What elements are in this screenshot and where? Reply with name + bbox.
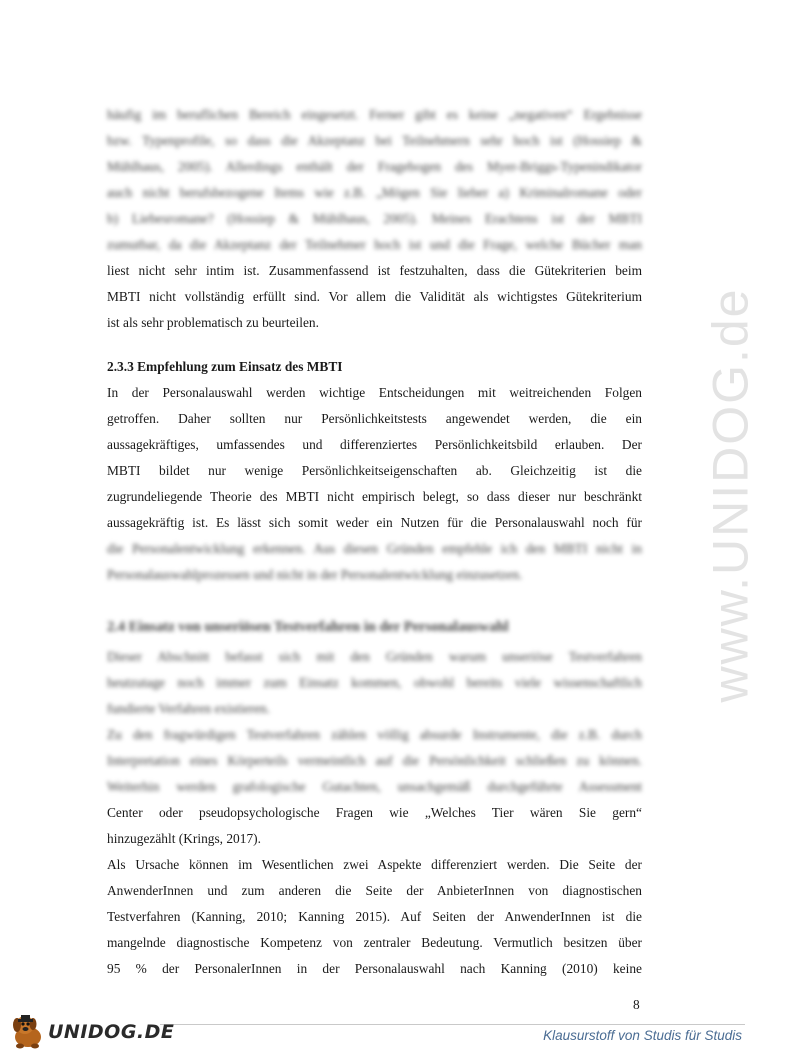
paragraph-questionable-tests bbox=[107, 722, 642, 852]
text-line: Dieser Abschnitt befasst sich mit den Gründen warum unseriöse Testverfahren bbox=[107, 649, 642, 664]
unidog-logo bbox=[6, 1010, 174, 1054]
paragraph-mbti-recommendation bbox=[107, 380, 642, 588]
watermark bbox=[655, 245, 805, 745]
text-line: bzw. Typenprofile, so dass die Akzeptanz bei Teilnehmern sehr hoch ist (Hossiep & bbox=[107, 133, 642, 148]
text-line: AnwenderInnen und zum anderen die Seite der AnbieterInnen von diagnostischen bbox=[107, 883, 642, 898]
text-line: ist als sehr problematisch zu beurteilen. bbox=[107, 315, 319, 330]
text-line: b) Liebesromane? (Hossiep & Mühlhaus, 2005). Meines Erachtens ist der MBTI bbox=[107, 211, 642, 226]
text-line: liest nicht sehr intim ist. Zusammenfassend ist festzuhalten, dass die Gütekriterien beim bbox=[107, 263, 642, 278]
text-line: aussagekräftiges, umfassendes und differenziertes Persönlichkeitsbild erlauben. Der bbox=[107, 437, 642, 452]
text-line: häufig im beruflichen Bereich eingesetzt. Ferner gibt es keine „negativen“ Ergebnisse bbox=[107, 107, 642, 122]
text-line: 95 % der PersonalerInnen in der Personalauswahl nach Kanning (2010) keine bbox=[107, 961, 642, 976]
watermark-text: www.UNIDOG.de bbox=[702, 287, 758, 703]
text-line: auch nicht berufsbezogene Items wie z.B. „Mögen Sie lieber a) Kriminalromane oder bbox=[107, 185, 642, 200]
text-line: Als Ursache können im Wesentlichen zwei Aspekte differenziert werden. Die Seite der bbox=[107, 857, 642, 872]
footer-slogan: Klausurstoff von Studis für Studis bbox=[543, 1028, 742, 1043]
logo-text: UNIDOG.DE bbox=[48, 1021, 175, 1043]
text-line: fundierte Verfahren existieren. bbox=[107, 701, 270, 716]
text-line: zugrundeliegende Theorie des MBTI nicht empirisch belegt, so dass dieser nur beschränkt bbox=[107, 489, 642, 504]
page-number: 8 bbox=[633, 997, 640, 1012]
text-line: Personalauswahlprozessen und nicht in der Personalentwicklung einzusetzen. bbox=[107, 567, 523, 582]
text-line: zumutbar, da die Akzeptanz der Teilnehmer hoch ist und die Frage, welche Bücher man bbox=[107, 237, 642, 252]
text-line: mangelnde diagnostische Kompetenz von zentraler Bedeutung. Vermutlich besitzen über bbox=[107, 935, 642, 950]
text-line: aussagekräftig ist. Es lässt sich somit weder ein Nutzen für die Personalauswahl noch für bbox=[107, 515, 642, 530]
text-line: Testverfahren (Kanning, 2010; Kanning 2015). Auf Seiten der AnwenderInnen ist die bbox=[107, 909, 642, 924]
text-line: MBTI nicht vollständig erfüllt sind. Vor allem die Validität als wichtigstes Gütekriterium bbox=[107, 289, 642, 304]
footer-divider bbox=[160, 1024, 745, 1025]
text-line: Mühlhaus, 2005). Allerdings enthält der Fragebogen des Myer-Briggs-Typenindikator bbox=[107, 159, 642, 174]
text-line: heutzutage noch immer zum Einsatz kommen, obwohl bereits viele wissenschaftlich bbox=[107, 675, 642, 690]
section-heading-2-4: 2.4 Einsatz von unseriösen Testverfahren in der Personalauswahl bbox=[107, 619, 509, 635]
paragraph-mbti-evaluation bbox=[107, 102, 642, 336]
dog-icon bbox=[6, 1010, 50, 1054]
text-line: In der Personalauswahl werden wichtige Entscheidungen mit weitreichenden Folgen bbox=[107, 385, 642, 400]
text-line: getroffen. Daher sollten nur Persönlichkeitstests angewendet werden, die ein bbox=[107, 411, 642, 426]
text-line: Weiterhin werden grafologische Gutachten, unsachgemäß durchgeführte Assessment bbox=[107, 779, 642, 794]
text-line: Interpretation eines Körperteils vermeintlich auf die Persönlichkeit schließen zu können. bbox=[107, 753, 642, 768]
text-line: die Personalentwicklung erkennen. Aus diesen Gründen empfehle ich den MBTI nicht in bbox=[107, 541, 642, 556]
section-heading-2-3-3: 2.3.3 Empfehlung zum Einsatz des MBTI bbox=[107, 359, 343, 374]
text-line: Center oder pseudopsychologische Fragen wie „Welches Tier wären Sie gern“ bbox=[107, 805, 642, 820]
text-line: MBTI bildet nur wenige Persönlichkeitseigenschaften ab. Gleichzeitig ist die bbox=[107, 463, 642, 478]
text-line: Zu den fragwürdigen Testverfahren zählen völlig absurde Instrumente, die z.B. durch bbox=[107, 727, 642, 742]
paragraph-section-intro bbox=[107, 644, 642, 722]
text-line: hinzugezählt (Krings, 2017). bbox=[107, 831, 261, 846]
paragraph-causes bbox=[107, 852, 642, 982]
